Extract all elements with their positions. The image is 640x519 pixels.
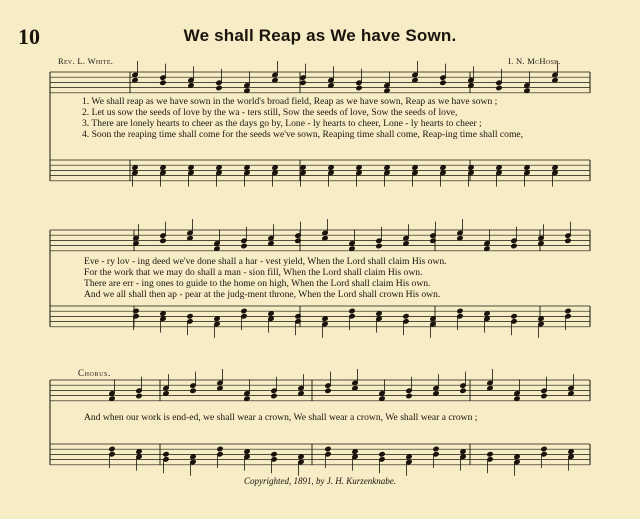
notehead xyxy=(163,452,169,457)
verse-4-line-2: And we all shall then ap - pear at the judg-ment throne, When the Lord shall crown His own. xyxy=(84,289,441,300)
notehead xyxy=(565,308,571,313)
notehead xyxy=(440,165,446,170)
notehead xyxy=(376,243,382,248)
notehead xyxy=(496,165,502,170)
notehead xyxy=(328,165,334,170)
notehead xyxy=(136,393,142,398)
notehead xyxy=(136,449,142,454)
notehead xyxy=(565,238,571,243)
notehead xyxy=(241,243,247,248)
notehead xyxy=(468,165,474,170)
chorus-lyric: And when our work is end-ed, we shall wear a crown, We shall wear a crown, We shall wear a crown ; xyxy=(84,412,478,423)
verse-3-line-1: 3. There are lonely hearts to cheer as the days go by, Lone - ly hearts to cheer, Lone - ly hearts to cheer ; xyxy=(82,118,482,129)
notehead xyxy=(514,454,520,459)
notehead xyxy=(384,165,390,170)
notehead xyxy=(300,165,306,170)
notehead xyxy=(412,165,418,170)
verse-3-line-2: There are err - ing ones to guide to the home on high, When the Lord shall claim His own. xyxy=(84,278,431,289)
notehead xyxy=(244,449,250,454)
copyright-notice: Copyrighted, 1891, by J. H. Kurzenknabe. xyxy=(244,476,396,486)
notehead xyxy=(524,165,530,170)
notehead xyxy=(322,316,328,321)
notehead xyxy=(132,165,138,170)
notehead xyxy=(406,454,412,459)
notehead xyxy=(460,449,466,454)
notehead xyxy=(352,449,358,454)
notehead xyxy=(160,238,166,243)
notehead xyxy=(511,314,517,319)
notehead xyxy=(271,452,277,457)
verse-2-line-1: 2. Let us sow the seeds of love by the wa - ters still, Sow the seeds of love, Sow the seeds of love, xyxy=(82,107,458,118)
notehead xyxy=(376,311,382,316)
chorus-label: Chorus. xyxy=(78,368,111,378)
notehead xyxy=(541,446,547,451)
notehead xyxy=(298,454,304,459)
notehead xyxy=(160,165,166,170)
page-number: 10 xyxy=(18,24,40,49)
notehead xyxy=(160,80,166,85)
notehead xyxy=(460,388,466,393)
notehead xyxy=(300,80,306,85)
hymn-title: We shall Reap as We have Sown. xyxy=(183,26,457,45)
composer-credit: I. N. McHose. xyxy=(508,56,561,66)
notehead xyxy=(271,393,277,398)
notehead xyxy=(217,446,223,451)
verse-1-line-2: Eve - ry lov - ing deed we've done shall a har - vest yield, When the Lord shall claim His own. xyxy=(84,256,447,267)
lyricist-credit: Rev. L. White. xyxy=(58,56,114,66)
notehead xyxy=(379,452,385,457)
notehead xyxy=(541,393,547,398)
notehead xyxy=(356,165,362,170)
notehead xyxy=(568,449,574,454)
notehead xyxy=(349,308,355,313)
notehead xyxy=(272,165,278,170)
notehead xyxy=(538,316,544,321)
notehead xyxy=(188,165,194,170)
notehead xyxy=(496,85,502,90)
notehead xyxy=(109,446,115,451)
verse-1-line-1: 1. We shall reap as we have sown in the world's broad field, Reap as we have sown, Reap as we have sown ; xyxy=(82,96,498,107)
notehead xyxy=(552,165,558,170)
notehead xyxy=(457,308,463,313)
notehead xyxy=(406,393,412,398)
notehead xyxy=(325,446,331,451)
notehead xyxy=(187,314,193,319)
notehead xyxy=(403,314,409,319)
notehead xyxy=(268,311,274,316)
verse-2-line-2: For the work that we may do shall a man - sion fill, When the Lord shall claim His own. xyxy=(84,267,423,278)
notehead xyxy=(433,446,439,451)
notehead xyxy=(216,165,222,170)
verse-4-line-1: 4. Soon the reaping time shall come for the seeds we've sown, Reaping time shall come, Reap-ing time shall come, xyxy=(82,129,524,140)
notehead xyxy=(511,243,517,248)
notehead xyxy=(216,85,222,90)
notehead xyxy=(241,308,247,313)
notehead xyxy=(325,388,331,393)
notehead xyxy=(487,452,493,457)
notehead xyxy=(190,388,196,393)
notehead xyxy=(160,311,166,316)
notehead xyxy=(244,165,250,170)
notehead xyxy=(214,316,220,321)
notehead xyxy=(190,454,196,459)
notehead xyxy=(484,311,490,316)
notehead xyxy=(440,80,446,85)
notehead xyxy=(356,85,362,90)
